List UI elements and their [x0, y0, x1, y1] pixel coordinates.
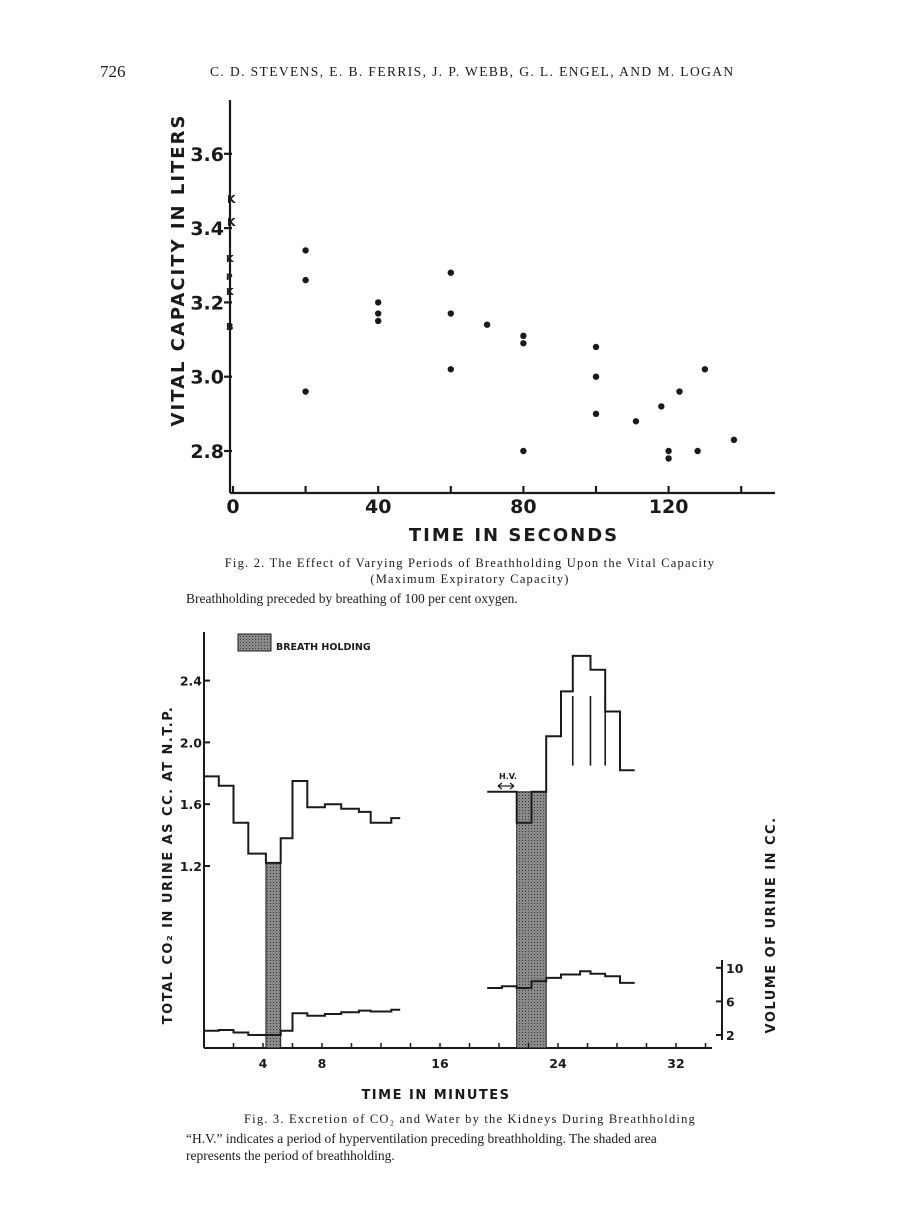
legend-label: BREATH HOLDING: [276, 642, 371, 653]
hv-label: H.V.: [499, 772, 517, 781]
series-line: [487, 971, 635, 988]
series-line: [487, 656, 635, 823]
y-tick-label: 2.0: [179, 735, 202, 751]
breathholding-period: [266, 863, 281, 1048]
fig3-y-ticks: [180, 674, 210, 874]
x-tick-label: 40: [364, 496, 392, 518]
y-tick-label: 3.4: [190, 218, 224, 241]
y2-tick-label: 6: [726, 994, 735, 1010]
fig2-y-axis-title: VITAL CAPACITY IN LITERS: [168, 113, 189, 427]
y-tick-label: 2.8: [190, 441, 224, 463]
fig3-y-axis-title: TOTAL CO₂ IN URINE AS CC. AT N.T.P.: [161, 705, 176, 1025]
fig3-x-axis-title: TIME IN MINUTES: [361, 1088, 511, 1103]
y2-tick-label: 10: [726, 960, 744, 976]
x-tick-label: 32: [667, 1056, 685, 1071]
x-tick-label: 24: [549, 1056, 567, 1071]
y-tick-label: 1.2: [179, 859, 202, 874]
control-mark: K: [227, 216, 236, 229]
y-tick-label: 2.4: [179, 673, 202, 689]
legend-swatch: [238, 634, 271, 651]
y-tick-label: 3.0: [190, 366, 224, 389]
fig3-caption: Fig. 3. Excretion of CO₂ and Water by the Kidneys During Breathholding: [244, 1112, 696, 1126]
x-tick-label: 0: [226, 496, 240, 518]
fig3-right-y-ticks: [716, 961, 744, 1043]
x-tick-label: 120: [648, 496, 689, 518]
x-tick-label: 4: [258, 1056, 268, 1071]
x-tick-label: 8: [317, 1056, 327, 1071]
running-head-authors: C. D. STEVENS, E. B. FERRIS, J. P. WEBB, G. L. ENGEL, AND M. LOGAN: [210, 64, 735, 79]
fig3-note-line1: “H.V.” indicates a period of hyperventilation preceding breathholding. The shaded area: [186, 1131, 657, 1146]
fig2-x-axis-title: TIME IN SECONDS: [408, 525, 620, 546]
y-tick-label: 3.6: [190, 143, 224, 166]
page-number: 726: [100, 62, 126, 81]
fig2-caption-line2: (Maximum Expiratory Capacity): [370, 572, 570, 586]
control-mark: K: [227, 193, 236, 206]
breathholding-period: [517, 792, 547, 1048]
control-mark: B: [226, 322, 234, 333]
y-tick-label: 3.2: [190, 292, 224, 315]
fig2-note: Breathholding preceded by breathing of 100 per cent oxygen.: [186, 591, 518, 606]
fig2-caption-line1: Fig. 2. The Effect of Varying Periods of Breathholding Upon the Vital Capacity: [224, 556, 716, 570]
control-mark: K: [226, 287, 234, 298]
fig3-right-axis-title: VOLUME OF URINE IN CC.: [764, 816, 779, 1034]
series-line: [204, 1010, 400, 1035]
control-mark: K: [226, 254, 234, 265]
y-tick-label: 1.6: [179, 797, 202, 813]
fig3-note-line2: represents the period of breathholding.: [186, 1148, 395, 1163]
x-tick-label: 80: [510, 496, 537, 518]
series-line: [204, 776, 400, 863]
fig3-breathholding-shading: [266, 792, 546, 1048]
y2-tick-label: 2: [726, 1028, 735, 1043]
x-tick-label: 16: [431, 1056, 449, 1071]
control-mark: P: [226, 273, 233, 283]
